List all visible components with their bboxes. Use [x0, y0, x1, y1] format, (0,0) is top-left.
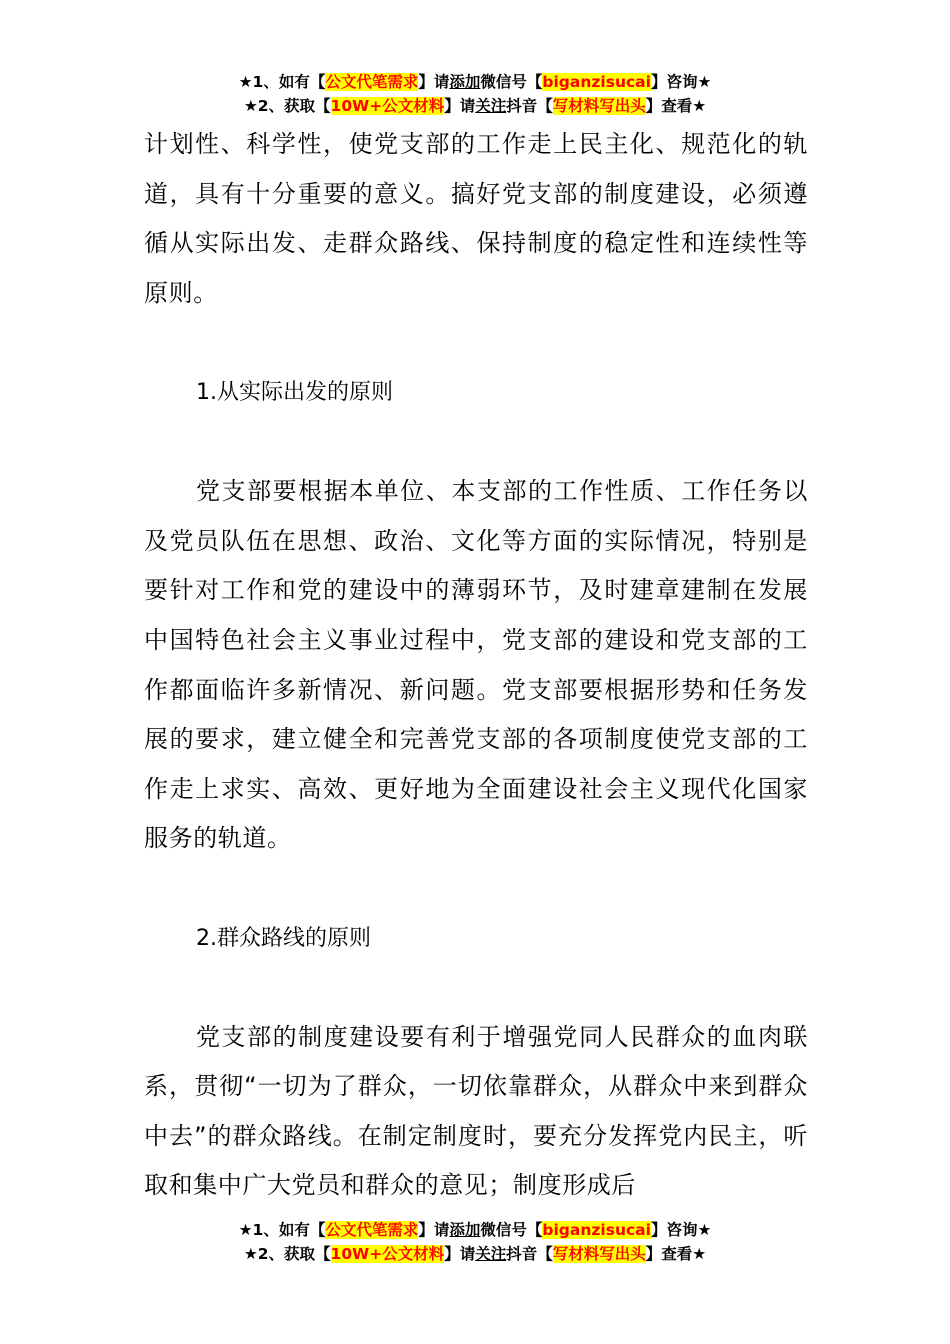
banner-text: ★1、如有【	[238, 73, 326, 91]
banner-text: ★2、获取【	[243, 1245, 331, 1263]
banner-text: 】请	[418, 73, 450, 91]
banner-text: 】请	[444, 97, 476, 115]
banner-text: 】查看★	[645, 1245, 707, 1263]
banner-text: 】请	[444, 1245, 476, 1263]
banner-text: 】咨询★	[650, 1221, 712, 1239]
paragraph: 计划性、科学性，使党支部的工作走上民主化、规范化的轨道，具有十分重要的意义。搞好党支部的制度建设，必须遵循从实际出发、走群众路线、保持制度的稳定性和连续性等原则。	[144, 130, 808, 307]
footer-banner	[0, 1218, 950, 1266]
banner-highlight: 10W+公文材料	[330, 1245, 445, 1263]
banner-underline: 关注	[475, 1245, 507, 1263]
section-heading: 1.从实际出发的原则	[196, 379, 393, 405]
banner-highlight: 写材料写出头	[552, 1245, 646, 1263]
banner-line-1	[0, 70, 950, 94]
banner-line-2	[0, 94, 950, 118]
header-banner	[0, 70, 950, 118]
banner-text: 】查看★	[645, 97, 707, 115]
banner-highlight: biganzisucai	[542, 73, 651, 91]
banner-underline: 关注	[475, 97, 507, 115]
banner-underline: 添加	[449, 73, 481, 91]
section-heading: 2.群众路线的原则	[196, 925, 371, 951]
banner-text: 微信号【	[480, 1221, 543, 1239]
banner-line-1	[0, 1218, 950, 1242]
banner-text: 微信号【	[480, 73, 543, 91]
banner-text: ★2、获取【	[243, 97, 331, 115]
banner-highlight: biganzisucai	[542, 1221, 651, 1239]
paragraph: 党支部要根据本单位、本支部的工作性质、工作任务以及党员队伍在思想、政治、文化等方面的实际情况，特别是要针对工作和党的建设中的薄弱环节，及时建章建制在发展中国特色社会主义事业过程中，党支部的建设和党支部的工作都面临许多新情况、新问题。党支部要根据形势和任务发展的要求，建立健全和完善党支部的各项制度使党支部的工作走上求实、高效、更好地为全面建设社会主义现代化国家服务的轨道。	[144, 477, 808, 853]
banner-highlight: 公文代笔需求	[325, 73, 419, 91]
banner-text: 抖音【	[506, 97, 553, 115]
banner-text: 】咨询★	[650, 73, 712, 91]
paragraph: 党支部的制度建设要有利于增强党同人民群众的血肉联系，贯彻“一切为了群众，一切依靠群众，从群众中来到群众中去”的群众路线。在制定制度时，要充分发挥党内民主，听取和集中广大党员和群众的意见；制度形成后	[144, 1022, 808, 1200]
document-body	[144, 120, 808, 1211]
banner-text: 抖音【	[506, 1245, 553, 1263]
banner-underline: 添加	[449, 1221, 481, 1239]
banner-line-2	[0, 1242, 950, 1266]
banner-highlight: 10W+公文材料	[330, 97, 445, 115]
banner-text: 】请	[418, 1221, 450, 1239]
banner-highlight: 写材料写出头	[552, 97, 646, 115]
banner-text: ★1、如有【	[238, 1221, 326, 1239]
banner-highlight: 公文代笔需求	[325, 1221, 419, 1239]
